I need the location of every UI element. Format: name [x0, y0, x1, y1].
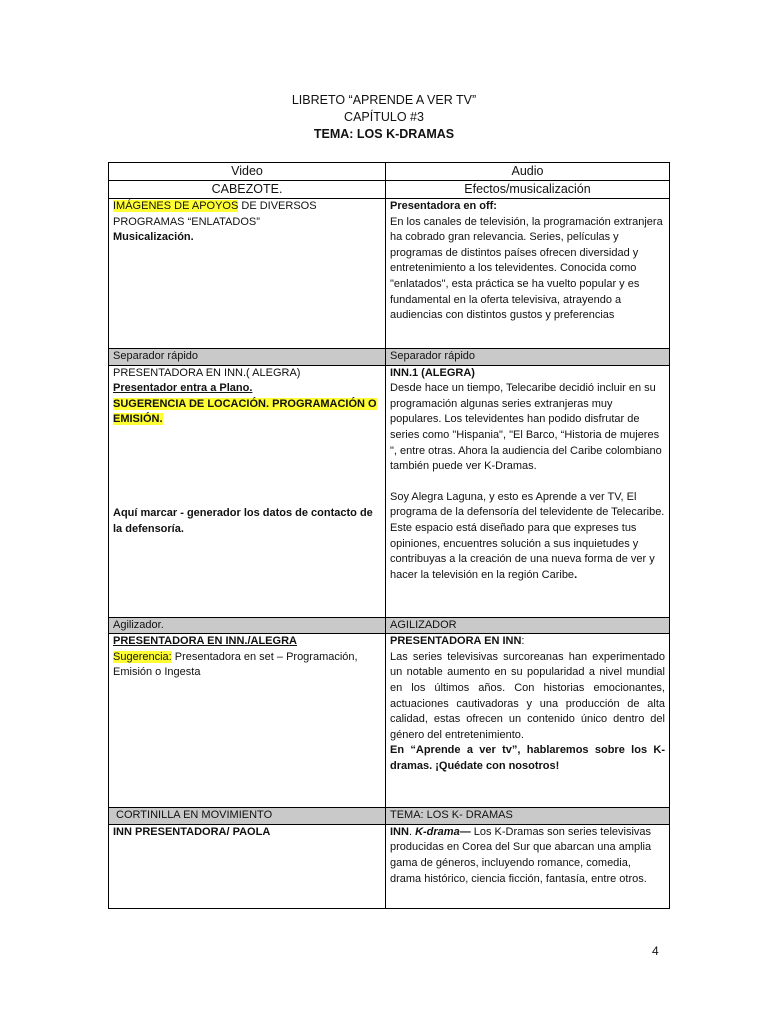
- video-text: DE DIVERSOS PROGRAMAS “ENLATADOS”: [113, 200, 317, 228]
- video-cell: [109, 365, 386, 617]
- page-number: 4: [652, 944, 659, 958]
- audio-cell: [386, 634, 670, 808]
- title-line-2: CAPÍTULO #3: [344, 110, 424, 124]
- table-row: [109, 365, 670, 617]
- video-cell: CABEZOTE.: [109, 181, 386, 199]
- audio-cell: [386, 824, 670, 908]
- video-cell: Separador rápido: [109, 349, 386, 366]
- document-title: [0, 92, 768, 143]
- script-table: [108, 162, 670, 909]
- table-row: [109, 824, 670, 908]
- video-direction: Presentador entra a Plano.: [113, 382, 253, 395]
- audio-speaker: INN: [390, 825, 409, 838]
- audio-speaker: Presentadora en off:: [390, 200, 497, 212]
- separator-row: [109, 349, 670, 366]
- video-cell: [109, 634, 386, 808]
- highlighted-text: Sugerencia:: [113, 650, 172, 663]
- audio-colon: :: [521, 635, 525, 648]
- audio-text: Las series televisivas surcoreanas han experimentado un notable aumento en su popularidad a nivel mundial en los últimos años. Con historias emocionantes, actuaciones cautivadoras y una producción de alta calidad, estas ofrecen un contenido único dentro del género del entretenimiento.: [390, 650, 665, 741]
- audio-term: K-drama: [415, 825, 460, 838]
- title-line-1: LIBRETO “APRENDE A VER TV”: [291, 93, 477, 107]
- audio-cell: Efectos/musicalización: [386, 181, 670, 199]
- video-cell: Agilizador.: [109, 617, 386, 634]
- video-title: PRESENTADORA EN INN./ALEGRA: [113, 635, 297, 648]
- video-cell: [109, 199, 386, 349]
- video-text: Presentadora en set – Programación, Emisión o Ingesta: [113, 650, 358, 679]
- audio-speaker: PRESENTADORA EN INN: [390, 635, 522, 648]
- audio-text: Soy Alegra Laguna, y esto es Aprende a ver TV, El programa de la defensoría del televidente de Telecaribe. Este espacio está diseñado para que expreses tus opiniones, encuentres solución a sus inquietudes y contribuyas a la creación de una nueva forma de ver y hacer la televisión en la región Caribe: [390, 490, 665, 581]
- table-row: [109, 634, 670, 808]
- audio-cell: Separador rápido: [386, 349, 670, 366]
- audio-cell: [386, 365, 670, 617]
- video-bold-text: Musicalización.: [113, 231, 194, 244]
- video-text: PRESENTADORA EN INN.( ALEGRA): [113, 366, 301, 379]
- audio-paragraph: Desde hace un tiempo, Telecaribe decidió incluir en su programación algunas series extranjeras muy populares. Los televidentes han podido disfrutar de series como "Hispania", "El Barco, “Historia de mujeres ", entre otras. Ahora la audiencia del Caribe colombiano también puede ver K-Dramas.: [390, 382, 662, 473]
- audio-cell: TEMA: LOS K- DRAMAS: [386, 808, 670, 825]
- audio-text: Los K-Dramas son series televisivas producidas en Corea del Sur que abarcan una amplia gama de géneros, incluyendo romance, comedia, drama histórico, ciencia ficción, fantasía, entre otros.: [390, 825, 652, 885]
- title-line-3: TEMA: LOS K-DRAMAS: [313, 127, 455, 141]
- highlighted-text: IMÁGENES DE APOYOS: [113, 200, 239, 212]
- audio-text: En los canales de televisión, la programación extranjera ha cobrado gran relevancia. Series, películas y programas de distintos países ofrecen diversidad y entretenimiento a los televidentes. Conocida como "enlatados", esta práctica se ha vuelto popular y es fundamental en la oferta televisiva, atrayendo a audiencias con distintos gustos y preferencias: [390, 215, 663, 322]
- video-cell: INN PRESENTADORA/ PAOLA: [109, 824, 386, 908]
- audio-dash: —: [459, 825, 471, 838]
- audio-cell: [386, 199, 670, 349]
- video-cell: CORTINILLA EN MOVIMIENTO: [109, 808, 386, 825]
- video-note: Aquí marcar - generador los datos de contacto de la defensoría.: [113, 506, 373, 535]
- audio-bold-text: En “Aprende a ver tv”, hablaremos sobre los K-dramas. ¡Quédate con nosotros!: [390, 744, 665, 772]
- separator-row: [109, 617, 670, 634]
- audio-text-end: .: [574, 568, 578, 581]
- table-row: [109, 199, 670, 349]
- audio-column-header: Audio: [386, 163, 670, 181]
- video-column-header: Video: [109, 163, 386, 181]
- audio-cell: AGILIZADOR: [386, 617, 670, 634]
- table-row: [109, 181, 670, 199]
- audio-paragraph: [390, 490, 665, 584]
- separator-row: [109, 808, 670, 825]
- table-header-row: [109, 163, 670, 181]
- audio-dot: .: [408, 825, 416, 838]
- highlighted-text: SUGERENCIA DE LOCACIÓN. PROGRAMACIÓN O EMISIÓN.: [113, 397, 377, 426]
- audio-speaker: INN.1 (ALEGRA): [390, 366, 475, 379]
